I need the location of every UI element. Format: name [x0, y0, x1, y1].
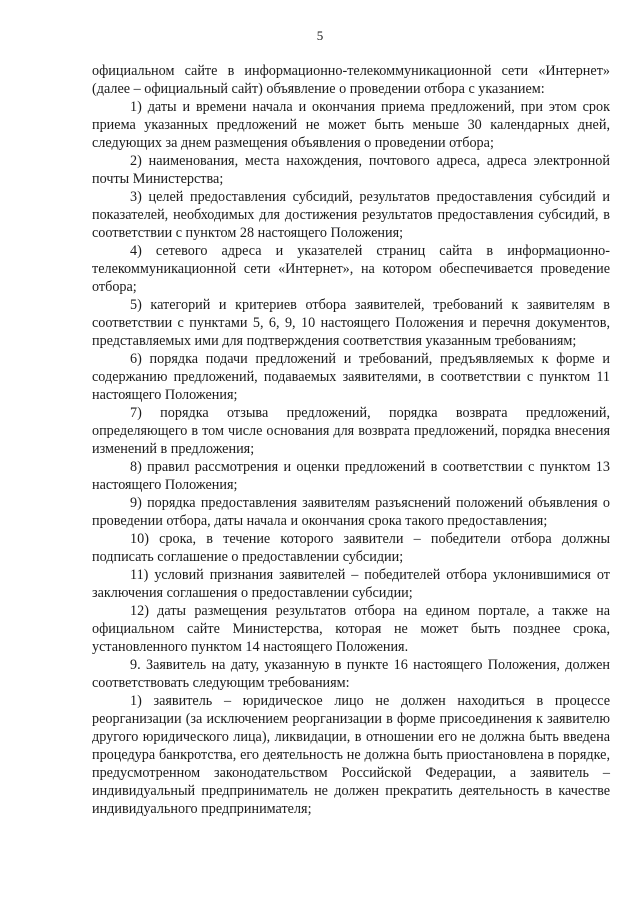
list-item-1: 1) даты и времени начала и окончания приема предложений, при этом срок приема указанных предложений не может быть меньше 30 календарных дней, следующих за днем размещения объявления о проведении отбора;: [92, 99, 610, 151]
list-item-9: 9) порядка предоставления заявителям разъяснений положений объявления о проведении отбора, даты начала и окончания срока такого предоставления;: [92, 495, 610, 529]
list-item-6: 6) порядка подачи предложений и требований, предъявляемых к форме и содержанию предложений, подаваемых заявителями, в соответствии с пунктом 11 настоящего Положения;: [92, 351, 610, 403]
section-9-paragraph: 9. Заявитель на дату, указанную в пункте 16 настоящего Положения, должен соответствовать следующим требованиям:: [92, 657, 610, 691]
list-item-8: 8) правил рассмотрения и оценки предложений в соответствии с пунктом 13 настоящего Положения;: [92, 459, 610, 493]
list-item-2: 2) наименования, места нахождения, почтового адреса, адреса электронной почты Министерства;: [92, 153, 610, 187]
list-item-12: 12) даты размещения результатов отбора на едином портале, а также на официальном сайте Министерства, которая не может быть позднее срока, установленного пунктом 14 настоящего Положения.: [92, 603, 610, 655]
list-item-11: 11) условий признания заявителей – победителей отбора уклонившимися от заключения соглашения о предоставлении субсидии;: [92, 567, 610, 601]
paragraph-intro: официальном сайте в информационно-телекоммуникационной сети «Интернет» (далее – официальный сайт) объявление о проведении отбора с указанием:: [92, 63, 610, 97]
requirement-item-1: 1) заявитель – юридическое лицо не должен находиться в процессе реорганизации (за исключением реорганизации в форме присоединения к заявителю другого юридического лица), ликвидации, в отношении его не должна быть введена процедура банкротства, его деятельность не должна быть приостановлена в порядке, предусмотренном законодательством Российской Федерации, а заявитель – индивидуальный предприниматель не должен прекратить деятельность в качестве индивидуального предпринимателя;: [92, 693, 610, 817]
list-item-5: 5) категорий и критериев отбора заявителей, требований к заявителям в соответствии с пунктами 5, 6, 9, 10 настоящего Положения и перечня документов, представляемых ими для подтверждения соответствия указанным требованиям;: [92, 297, 610, 349]
page-number: 5: [316, 28, 324, 43]
list-item-3: 3) целей предоставления субсидий, результатов предоставления субсидий и показателей, необходимых для достижения результатов предоставления субсидий, в соответствии с пунктом 28 настоящего Положения;: [92, 189, 610, 241]
list-item-4: 4) сетевого адреса и указателей страниц сайта в информационно-телекоммуникационной сети «Интернет», на котором обеспечивается проведение отбора;: [92, 243, 610, 295]
list-item-10: 10) срока, в течение которого заявители – победители отбора должны подписать соглашение о предоставлении субсидии;: [92, 531, 610, 565]
list-item-7: 7) порядка отзыва предложений, порядка возврата предложений, определяющего в том числе основания для возврата предложений, порядка внесения изменений в предложения;: [92, 405, 610, 457]
document-body: [92, 62, 610, 818]
